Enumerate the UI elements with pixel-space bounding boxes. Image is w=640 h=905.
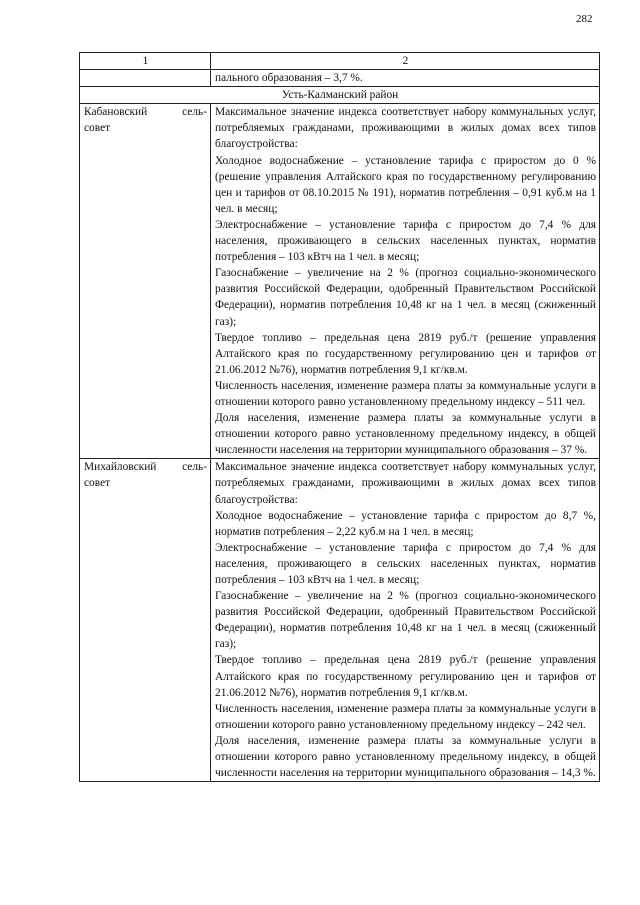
description-cell (211, 459, 600, 782)
continuation-text: пального образования – 3,7 %. (211, 70, 600, 87)
continuation-row (80, 70, 600, 87)
district-name: Усть-Калманский район (80, 87, 600, 104)
paragraph-cold-water: Холодное водоснабжение – установление тарифа с приростом до 0 % (решение управления Алтайского края по государственному регулированию цен и тарифов от 08.10.2015 № 191), норматив потребления – 0,91 куб.м на 1 чел. в месяц; (215, 154, 596, 215)
entity-name-line-1: Кабановский сель- (84, 106, 207, 119)
paragraph-cold-water: Холодное водоснабжение – установление тарифа с приростом до 8,7 %, норматив потребления – 2,22 куб.м на 1 чел. в месяц; (215, 509, 596, 538)
district-row (80, 87, 600, 104)
entity-name-line-1: Михайловский сель- (84, 461, 207, 474)
table-header-row (80, 53, 600, 70)
table-row (80, 459, 600, 782)
paragraph-population-count: Численность населения, изменение размера платы за коммунальные услуги в отношении которого равно установленному предельному индексу – 242 чел. (215, 702, 596, 731)
entity-cell (80, 104, 211, 459)
entity-name-line-2: совет (84, 477, 111, 490)
paragraph-population-share: Доля населения, изменение размера платы за коммунальные услуги в отношении которого равно установленному предельному индексу, в общей численности населения на территории муниципального образования – 14,3 %. (215, 734, 596, 780)
paragraph-gas: Газоснабжение – увеличение на 2 % (прогноз социально-экономического развития Российской Федерации, одобренный Правительством Российской Федерации), норматив потребления 10,48 кг на 1 чел. в месяц (сжиженный газ); (215, 590, 596, 651)
continuation-empty-cell (80, 70, 211, 87)
entity-cell (80, 459, 211, 782)
paragraph-population-count: Численность населения, изменение размера платы за коммунальные услуги в отношении которого равно установленному предельному индексу – 511 чел. (215, 379, 596, 408)
paragraph-solid-fuel: Твердое топливо – предельная цена 2819 руб./т (решение управления Алтайского края по государственному регулированию цен и тарифов от 21.06.2012 №76), норматив потребления 9,1 кг/кв.м. (215, 331, 596, 376)
table-row (80, 104, 600, 459)
tariff-table (79, 52, 600, 782)
page-number: 282 (576, 13, 593, 25)
column-header-2: 2 (211, 53, 600, 70)
column-header-1: 1 (80, 53, 211, 70)
paragraph-index-set: Максимальное значение индекса соответствует набору коммунальных услуг, потребляемых гражданами, проживающими в жилых домах всех типов благоустройства: (215, 461, 596, 506)
paragraph-index-set: Максимальное значение индекса соответствует набору коммунальных услуг, потребляемых гражданами, проживающими в жилых домах всех типов благоустройства: (215, 106, 596, 151)
paragraph-electricity: Электроснабжение – установление тарифа с приростом до 7,4 % для населения, проживающего в сельских населенных пунктах, норматив потребления – 103 кВтч на 1 чел. в месяц; (215, 541, 596, 586)
description-cell (211, 104, 600, 459)
paragraph-solid-fuel: Твердое топливо – предельная цена 2819 руб./т (решение управления Алтайского края по государственному регулированию цен и тарифов от 21.06.2012 №76), норматив потребления 9,1 кг/кв.м. (215, 654, 596, 699)
paragraph-population-share: Доля населения, изменение размера платы за коммунальные услуги в отношении которого равно установленному предельному индексу, в общей численности населения на территории муниципального образования – 37 %. (215, 412, 596, 457)
paragraph-gas: Газоснабжение – увеличение на 2 % (прогноз социально-экономического развития Российской Федерации, одобренный Правительством Российской Федерации), норматив потребления 10,48 кг на 1 чел. в месяц (сжиженный газ); (215, 267, 596, 328)
entity-name-line-2: совет (84, 122, 111, 135)
paragraph-electricity: Электроснабжение – установление тарифа с приростом до 7,4 % для населения, проживающего в сельских населенных пунктах, норматив потребления – 103 кВтч на 1 чел. в месяц; (215, 218, 596, 264)
